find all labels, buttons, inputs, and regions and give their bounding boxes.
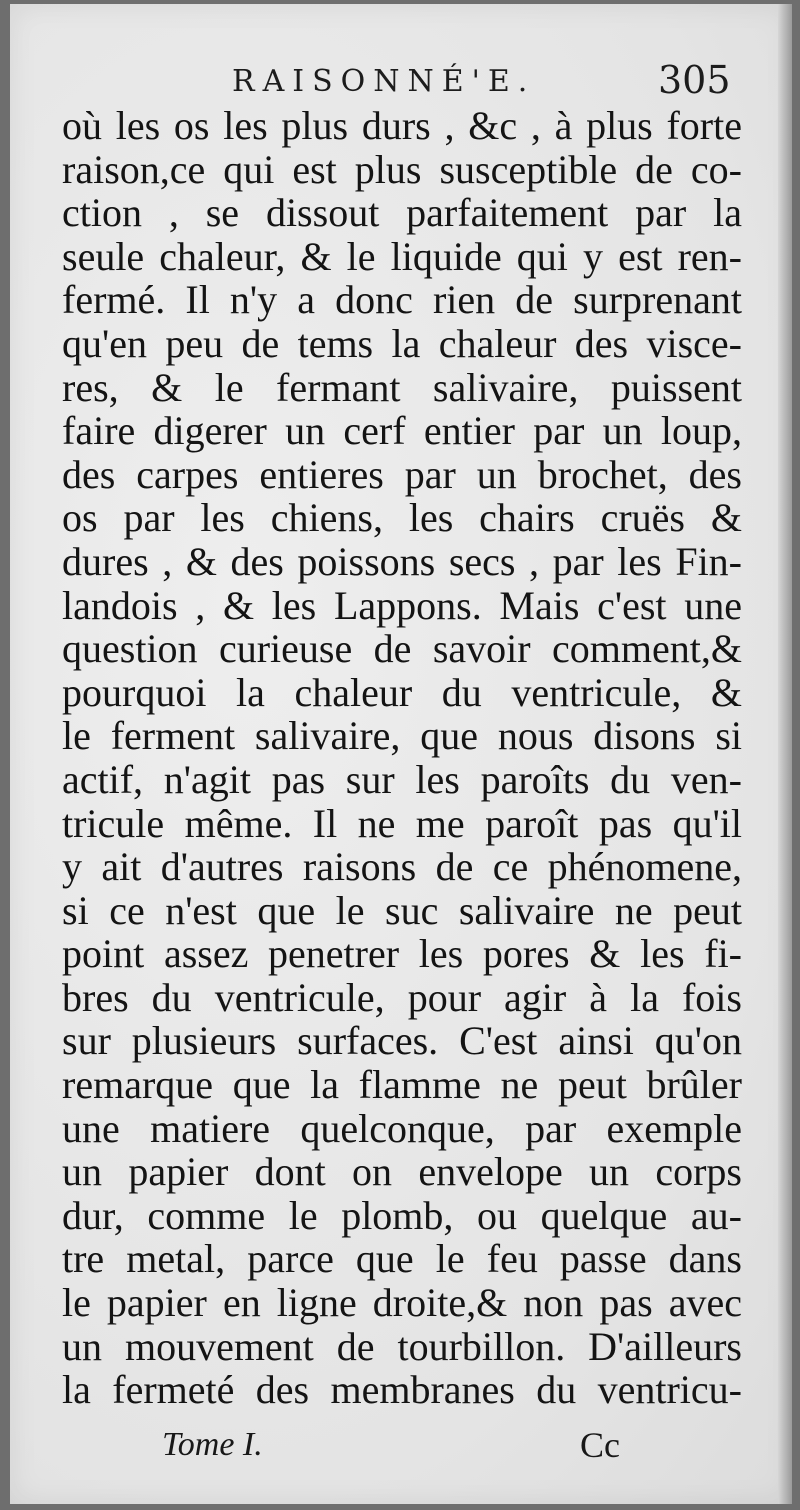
text-line: ction , se dissout parfaitement par la	[62, 190, 742, 236]
text-line: os par les chiens, les chairs cruës &	[62, 495, 742, 541]
volume-label: Tome I.	[162, 1426, 263, 1463]
text-line: un mouvement de tourbillon. D'ailleurs	[62, 1323, 742, 1369]
text-line: qu'en peu de tems la chaleur des visce-	[62, 320, 742, 366]
text-line: landois , & les Lappons. Mais c'est une	[62, 582, 742, 628]
text-line: faire digerer un cerf entier par un loup,	[62, 408, 742, 454]
text-line: question curieuse de savoir comment,&	[62, 626, 742, 672]
text-line: le ferment salivaire, que nous disons si	[62, 713, 742, 759]
text-line: tricule même. Il ne me paroît pas qu'il	[62, 800, 742, 846]
text-line: res, & le fermant salivaire, puissent	[62, 364, 742, 410]
text-line: point assez penetrer les pores & les fi-	[62, 931, 742, 977]
page-edge-shadow	[778, 4, 792, 1504]
signature-mark: Cc	[580, 1425, 620, 1465]
text-line: le papier en ligne droite,& non pas avec	[62, 1280, 742, 1326]
running-title: RAISONNÉ'E.	[232, 64, 536, 99]
text-line: si ce n'est que le suc salivaire ne peut	[62, 887, 742, 933]
book-page	[10, 4, 792, 1504]
text-line: fermé. Il n'y a donc rien de surprenant	[62, 277, 742, 323]
text-line: seule chaleur, & le liquide qui y est ren-	[62, 233, 742, 279]
text-line: sur plusieurs surfaces. C'est ainsi qu'on	[62, 1018, 742, 1064]
text-line: un papier dont on envelope un corps	[62, 1149, 742, 1195]
text-line: bres du ventricule, pour agir à la fois	[62, 974, 742, 1020]
text-line: des carpes entieres par un brochet, des	[62, 451, 742, 497]
text-line: actif, n'agit pas sur les paroîts du ven-	[62, 756, 742, 802]
text-line: tre metal, parce que le feu passe dans	[62, 1236, 742, 1282]
text-line: où les os les plus durs , &c , à plus forte	[62, 103, 742, 148]
text-line: dur, comme le plomb, ou quelque au-	[62, 1192, 742, 1238]
text-line: remarque que la flamme ne peut brûler	[62, 1062, 742, 1108]
text-line: y ait d'autres raisons de ce phénomene,	[62, 844, 742, 890]
text-line: la fermeté des membranes du ventricu-	[62, 1367, 742, 1413]
page-header	[10, 56, 792, 106]
text-line: pourquoi la chaleur du ventricule, &	[62, 669, 742, 715]
page-number: 305	[658, 58, 731, 102]
text-line: dures , & des poissons secs , par les Fin-	[62, 538, 742, 584]
text-line: raison,ce qui est plus susceptible de co-	[62, 146, 742, 192]
text-line: une matiere quelconque, par exemple	[62, 1105, 742, 1151]
body-text	[62, 104, 742, 1412]
page-footer	[10, 1424, 792, 1468]
